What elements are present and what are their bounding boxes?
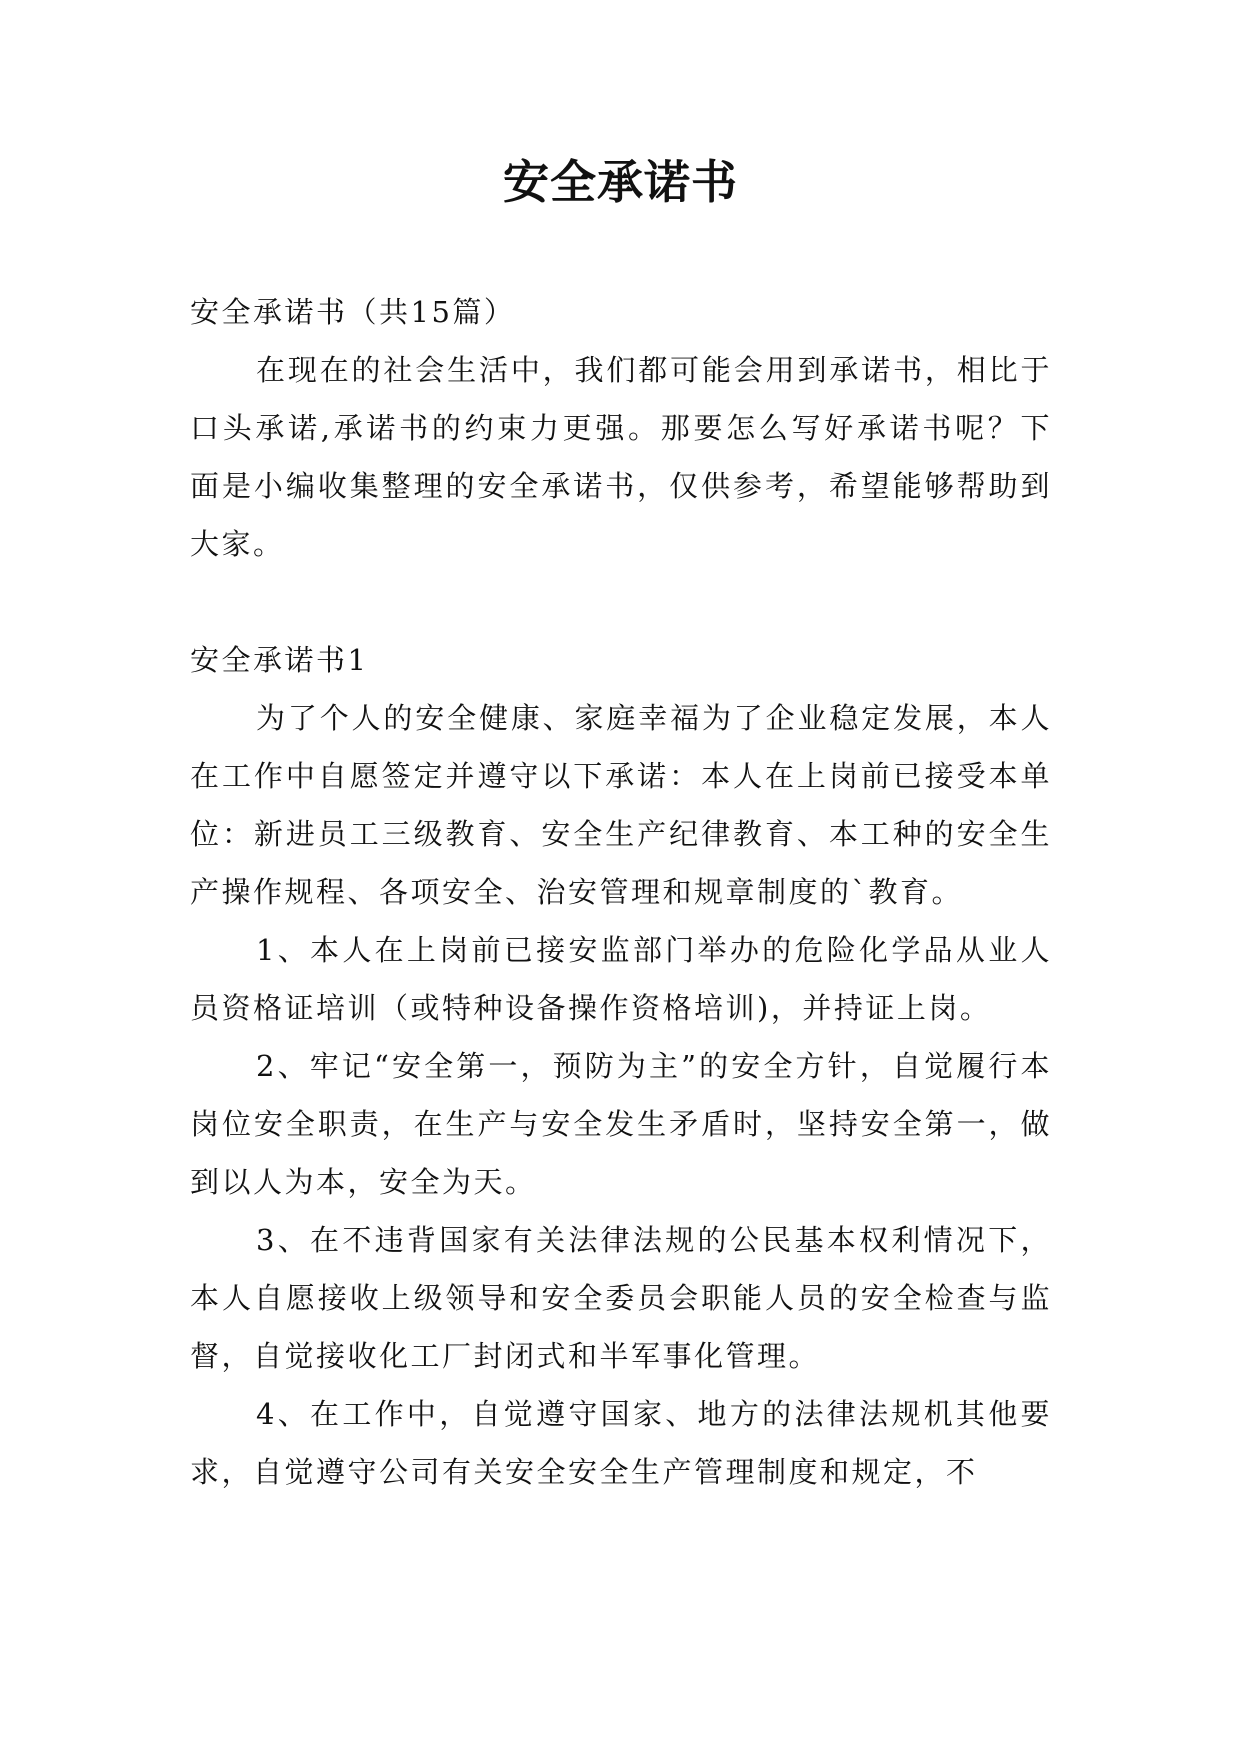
section-paragraph-5: 4、在工作中，自觉遵守国家、地方的法律法规机其他要求，自觉遵守公司有关安全安全生产管理制度和规定，不 bbox=[190, 1397, 1052, 1489]
section-paragraph-2: 1、本人在上岗前已接安监部门举办的危险化学品从业人员资格证培训（或特种设备操作资格培训)，并持证上岗。 bbox=[190, 933, 1052, 1025]
section-heading: 安全承诺书1 bbox=[190, 643, 369, 677]
section-paragraph-3: 2、牢记“安全第一，预防为主”的安全方针，自觉履行本岗位安全职责，在生产与安全发生矛盾时，坚持安全第一，做到以人为本，安全为天。 bbox=[190, 1049, 1052, 1199]
section-spacer bbox=[190, 573, 1052, 631]
intro-paragraph: 在现在的社会生活中，我们都可能会用到承诺书，相比于口头承诺,承诺书的约束力更强。那要怎么写好承诺书呢？下面是小编收集整理的安全承诺书，仅供参考，希望能够帮助到大家。 bbox=[190, 353, 1052, 561]
document-subtitle: 安全承诺书（共15篇） bbox=[190, 295, 516, 329]
section-paragraph-1: 为了个人的安全健康、家庭幸福为了企业稳定发展，本人在工作中自愿签定并遵守以下承诺：本人在上岗前已接受本单位：新进员工三级教育、安全生产纪律教育、本工种的安全生产操作规程、各项安全、治安管理和规章制度的`教育。 bbox=[190, 701, 1052, 909]
section-paragraph-4: 3、在不违背国家有关法律法规的公民基本权利情况下，本人自愿接收上级领导和安全委员会职能人员的安全检查与监督，自觉接收化工厂封闭式和半军事化管理。 bbox=[190, 1223, 1052, 1373]
document-title: 安全承诺书 bbox=[503, 155, 738, 209]
document-body bbox=[190, 283, 1052, 1501]
